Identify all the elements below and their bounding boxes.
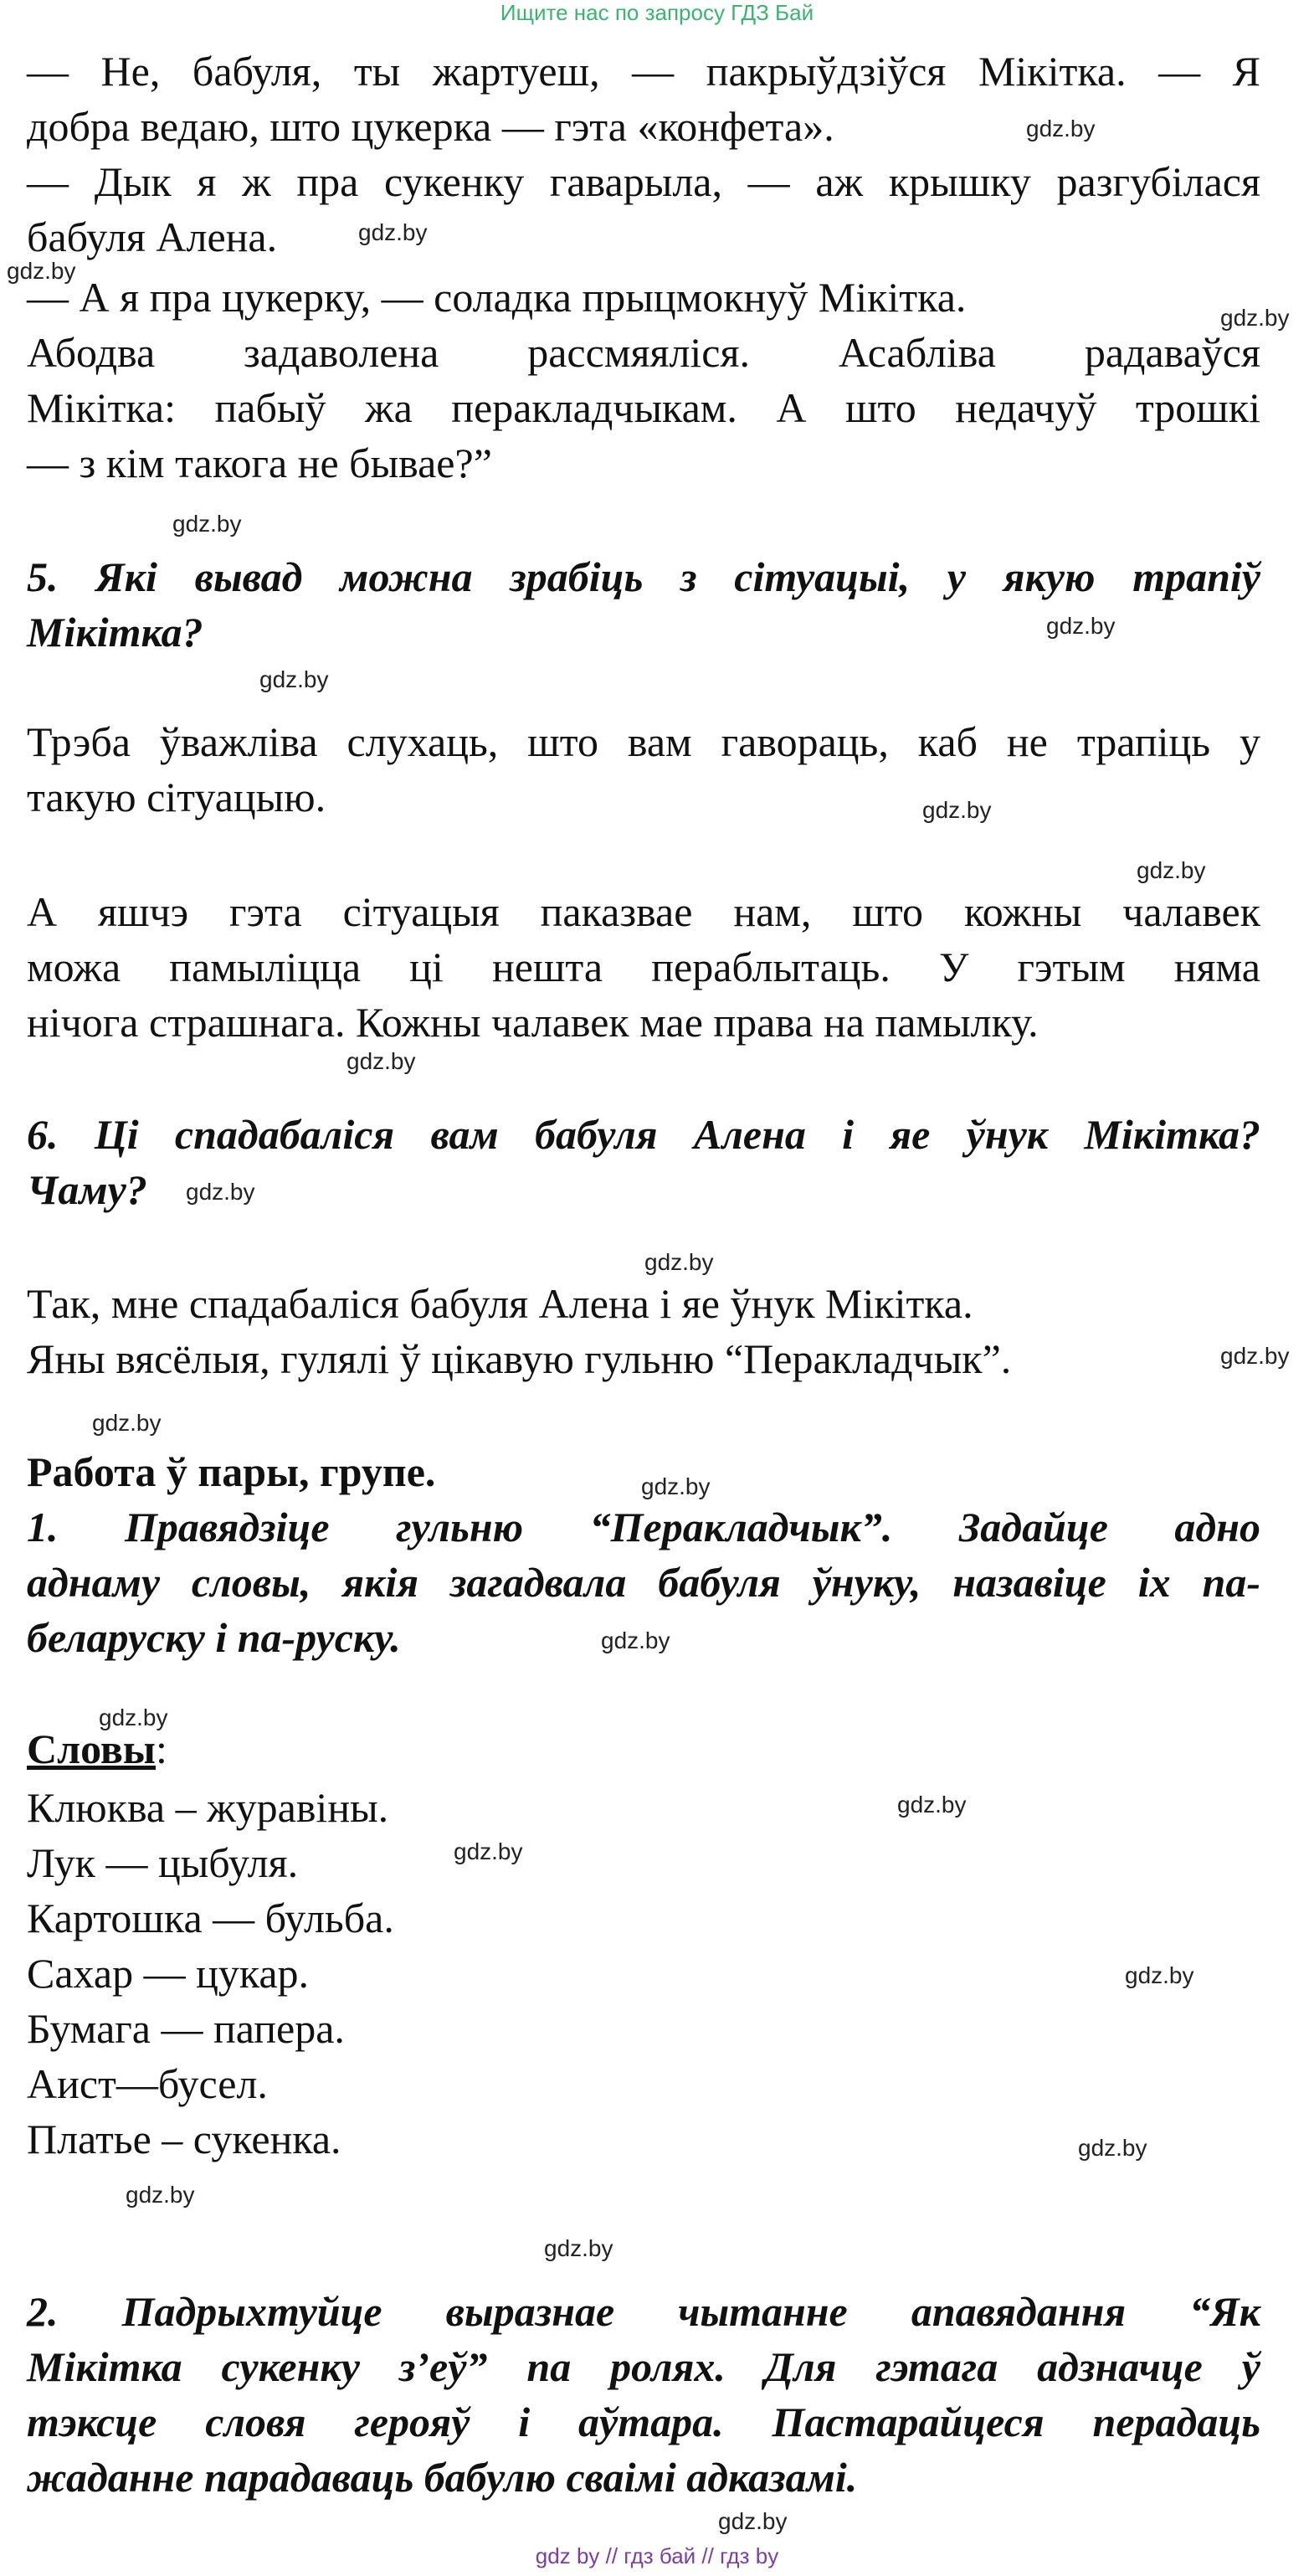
watermark: gdz.by [922, 797, 992, 823]
word-pair: Картошка — бульба. [27, 1895, 394, 1941]
watermark: gdz.by [897, 1792, 967, 1818]
story-line: — Не, бабуля, ты жартуеш, — пакрыўдзіўся Мікітка. — Я [27, 48, 1260, 95]
watermark: gdz.by [7, 258, 76, 284]
watermark: gdz.by [186, 1179, 255, 1205]
answer-6-line: Так, мне спадабаліся бабуля Алена і яе ўнук Мікітка. [27, 1280, 973, 1327]
answer-5-line: А яшчэ гэта сітуацыя паказвае нам, што кожны чалавек [27, 888, 1260, 935]
story-line: — Дык я ж пра сукенку гаварыла, — аж крышку разгубілася [27, 158, 1260, 205]
watermark: gdz.by [641, 1473, 711, 1499]
watermark: gdz.by [544, 2235, 613, 2261]
task-1-line: аднаму словы, якія загадвала бабуля ўнуку, назавіце іх па- [27, 1559, 1260, 1606]
answer-5-line: нічога страшнага. Кожны чалавек мае права на памылку. [27, 999, 1039, 1046]
story-line: — з кім такога не бывае?” [27, 440, 492, 486]
answer-5-line: можа памыліцца ці нешта пераблытаць. У гэтым няма [27, 944, 1260, 990]
word-pair: Клюква – журавіны. [27, 1784, 389, 1831]
task-1-line: беларуску і па-руску. [27, 1614, 401, 1661]
watermark: gdz.by [99, 1704, 168, 1730]
watermark: gdz.by [172, 511, 242, 537]
task-2-line: жаданне парадаваць бабулю сваімі адказамі. [27, 2454, 858, 2501]
watermark: gdz.by [1026, 116, 1096, 141]
bottom-banner: gdz by // гдз бай // гдз by [535, 2543, 779, 2568]
watermark: gdz.by [1220, 1343, 1290, 1369]
answer-5-line: Трэба ўважліва слухаць, што вам гавораць, каб не трапіць у [27, 718, 1260, 765]
story-line: — А я пра цукерку, — соладка прыцмокнуў Мікітка. [27, 274, 967, 321]
watermark: gdz.by [1137, 857, 1206, 883]
watermark: gdz.by [1078, 2135, 1147, 2161]
watermark: gdz.by [1125, 1962, 1194, 1988]
word-pair: Лук — цыбуля. [27, 1839, 299, 1886]
watermark: gdz.by [644, 1249, 714, 1275]
question-6-cont: Чаму? [27, 1166, 147, 1213]
answer-6-line: Яны вясёлыя, гулялі ў цікавую гульню “Перакладчык”. [27, 1335, 1012, 1382]
task-2-line: тэксце словя герояў і аўтара. Пастарайцеся перадаць [27, 2399, 1260, 2445]
story-line: Мікітка: пабыў жа перакладчыкам. А што недачуў трошкі [27, 384, 1260, 431]
watermark: gdz.by [259, 666, 329, 692]
words-heading [27, 1721, 1260, 1776]
task-1-line: 1. Правядзіце гульню “Перакладчык”. Задайце адно [27, 1504, 1260, 1550]
watermark: gdz.by [1046, 613, 1116, 639]
word-pair: Аист—бусел. [27, 2060, 268, 2107]
story-line: добра ведаю, што цукерка — гэта «конфета». [27, 103, 834, 150]
question-5: 5. Які вывад можна зрабіць з сітуацыі, у якую трапіў [27, 553, 1260, 600]
question-5-cont: Мікітка? [27, 609, 203, 656]
words-heading-label: Словы [27, 1725, 156, 1772]
answer-5-line: такую сітуацыю. [27, 774, 326, 820]
watermark: gdz.by [358, 219, 428, 245]
story-line: Абодва задаволена рассмяяліся. Асабліва радаваўся [27, 329, 1260, 376]
watermark: gdz.by [1220, 305, 1290, 331]
task-2-line: 2. Падрыхтуйце выразнае чытанне апавядання “Як [27, 2288, 1260, 2335]
watermark: gdz.by [92, 1410, 162, 1436]
watermark: gdz.by [346, 1048, 416, 1074]
watermark: gdz.by [126, 2182, 195, 2208]
watermark: gdz.by [454, 1838, 523, 1864]
top-banner: Ищите нас по запросу ГДЗ Бай [500, 0, 814, 25]
story-line: бабуля Алена. [27, 213, 278, 260]
watermark: gdz.by [601, 1627, 670, 1653]
word-pair: Бумага — папера. [27, 2005, 345, 2052]
task-2-line: Мікітка сукенку з’еў” па ролях. Для гэтага адзначце ў [27, 2343, 1260, 2390]
word-pair: Сахар — цукар. [27, 1950, 310, 1997]
question-6: 6. Ці спадабаліся вам бабуля Алена і яе ўнук Мікітка? [27, 1111, 1260, 1158]
word-pair: Платье – сукенка. [27, 2116, 341, 2162]
section-title: Работа ў пары, групе. [27, 1448, 436, 1495]
watermark: gdz.by [718, 2508, 788, 2534]
words-heading-colon: : [155, 1725, 167, 1772]
